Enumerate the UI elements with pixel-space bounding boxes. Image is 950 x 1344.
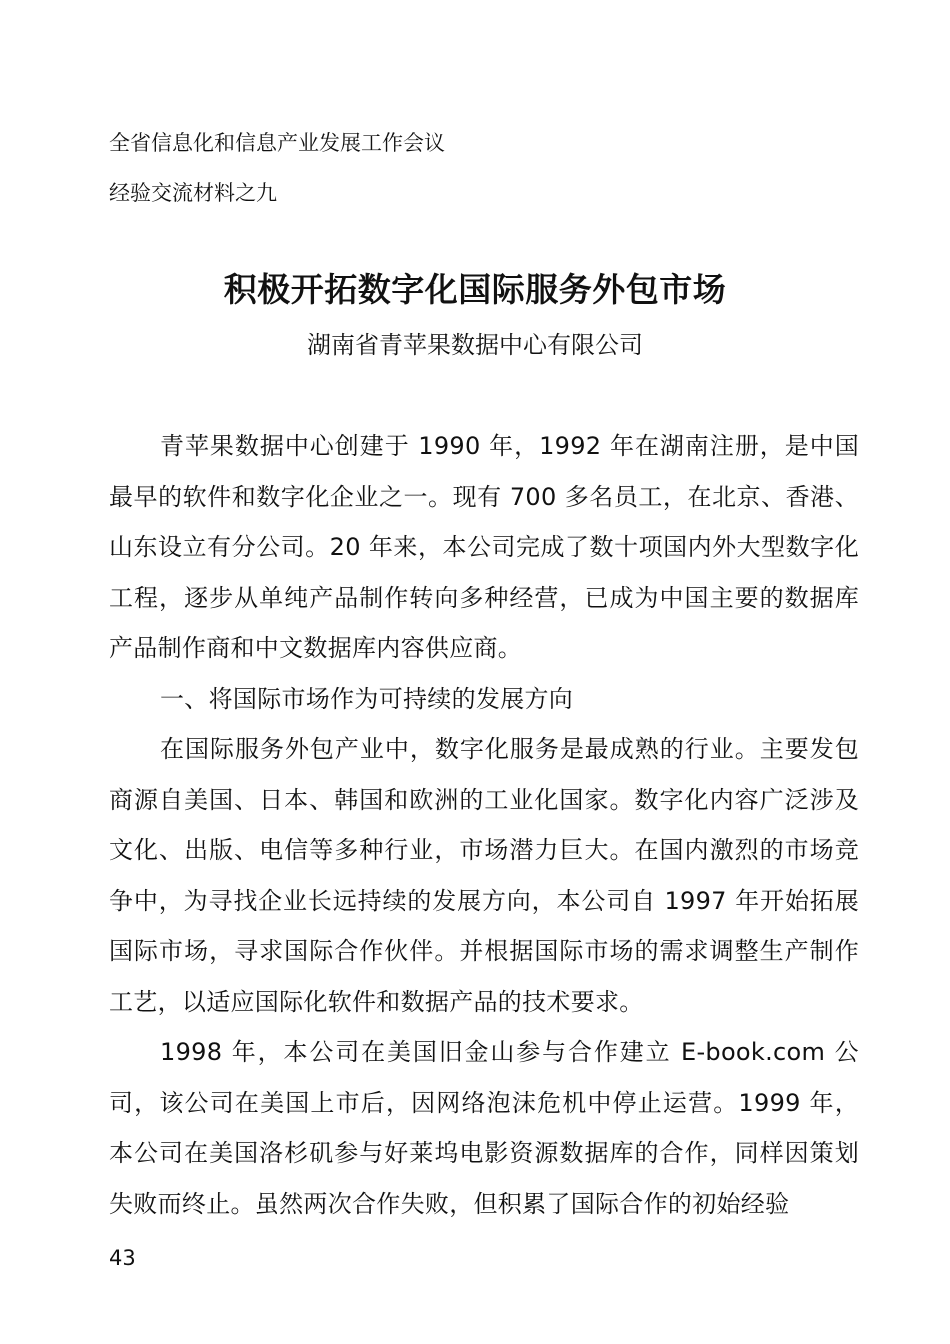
paragraph-international-market: 在国际服务外包产业中，数字化服务是最成熟的行业。主要发包商源自美国、日本、韩国和欧洲的工业化国家。数字化内容广泛涉及文化、出版、电信等多种行业，市场潜力巨大。在国内激烈的市场竞争中，为寻找企业长远持续的发展方向，本公司自 1997 年开始拓展国际市场，寻求国际合作伙伴。并根据国际市场的需求调整生产制作工艺，以适应国际化软件和数据产品的技术要求。 — [109, 735, 859, 1016]
article-body — [109, 421, 859, 1229]
section-heading-1: 一、将国际市场作为可持续的发展方向 — [160, 684, 574, 713]
paragraph-early-cooperation: 1998 年，本公司在美国旧金山参与合作建立 E-book.com 公司，该公司在美国上市后，因网络泡沫危机中停止运营。1999 年，本公司在美国洛杉矶参与好莱坞电影资源数据库的合作，同样因策划失败而终止。虽然两次合作失败，但积累了国际合作的初始经验 — [109, 1038, 859, 1218]
article-title: 积极开拓数字化国际服务外包市场 — [223, 270, 727, 309]
paragraph-company-intro: 青苹果数据中心创建于 1990 年，1992 年在湖南注册，是中国最早的软件和数字化企业之一。现有 700 多名员工，在北京、香港、山东设立有分公司。20 年来，本公司完成了数十项国内外大型数字化工程，逐步从单纯产品制作转向多种经营，已成为中国主要的数据库产品制作商和中文数据库内容供应商。 — [109, 432, 859, 662]
meeting-header: 全省信息化和信息产业发展工作会议 — [109, 131, 445, 155]
page-number: 43 — [109, 1246, 136, 1270]
material-series-label: 经验交流材料之九 — [109, 181, 277, 205]
author-organization: 湖南省青苹果数据中心有限公司 — [307, 331, 643, 359]
